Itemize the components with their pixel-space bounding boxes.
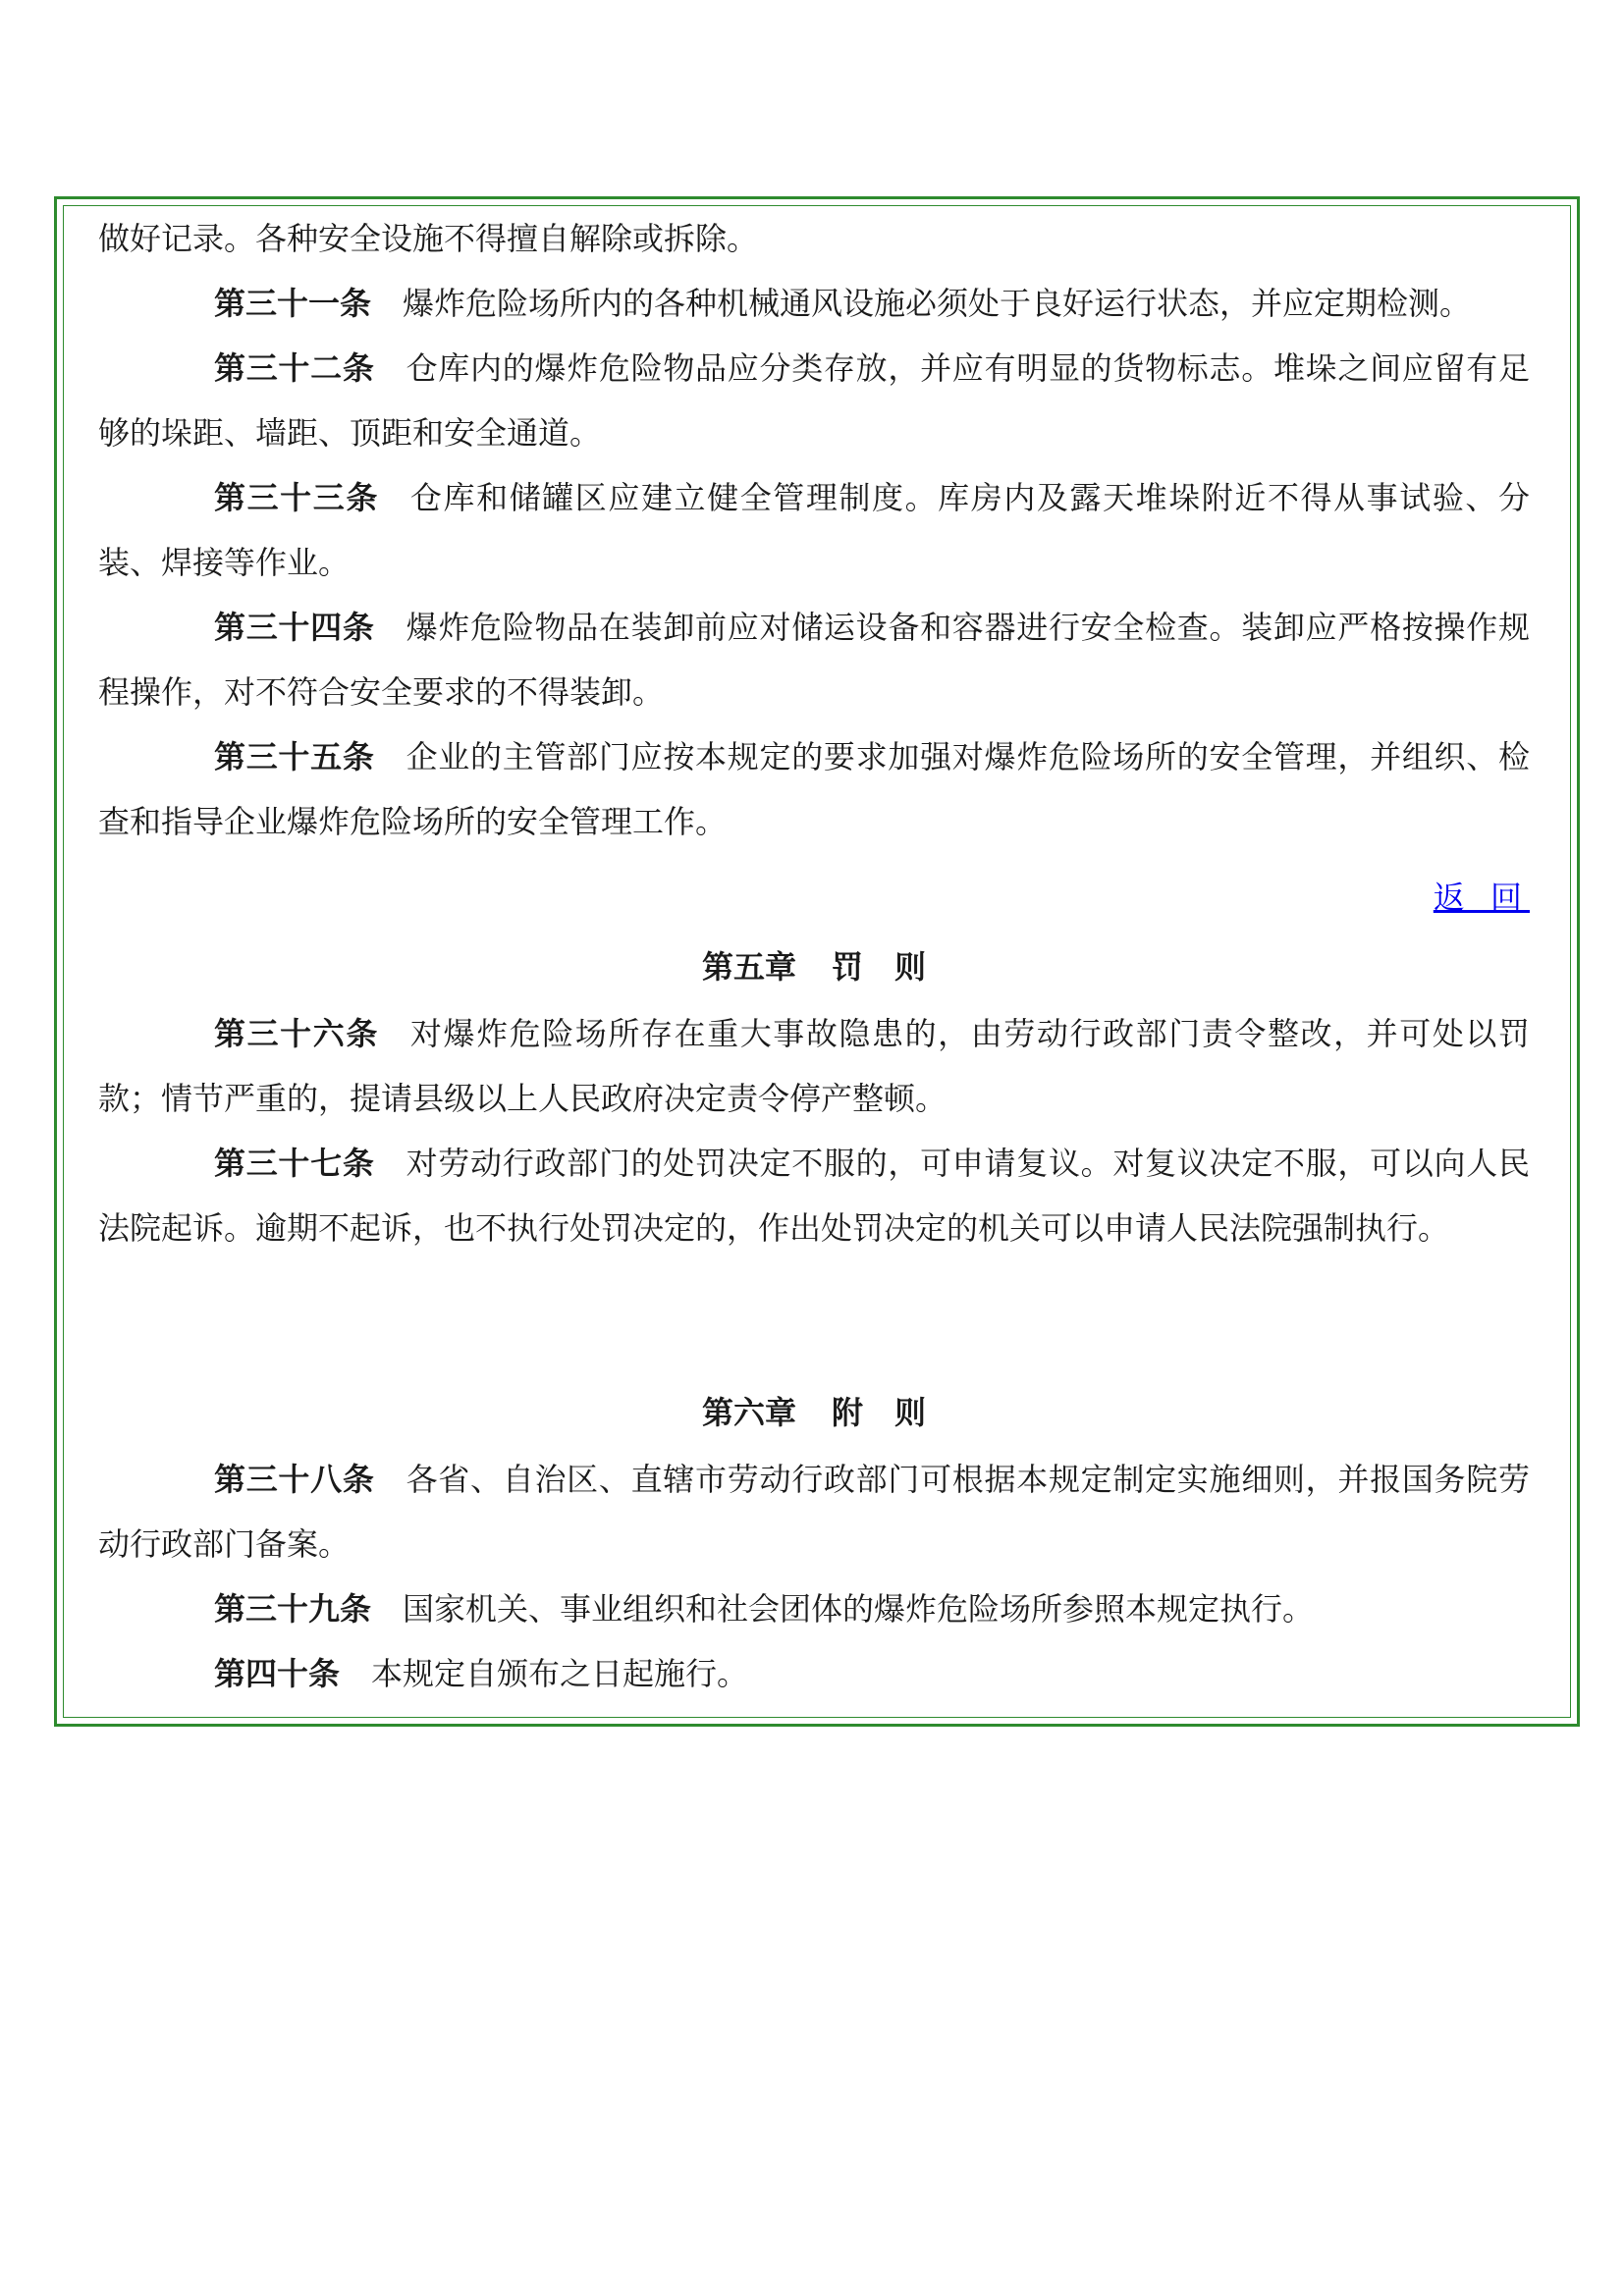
article-35 [98,724,1530,854]
chapter-5-heading [98,933,1530,1001]
article-text: 爆炸危险场所内的各种机械通风设施必须处于良好运行状态，并应定期检测。 [403,285,1472,322]
chapter-number: 第六章 [701,1394,796,1431]
article-34 [98,595,1530,724]
article-text: 仓库内的爆炸危险物品应分类存放，并应有明显的货物标志。堆垛之间应留有足够的垛距、墙距、顶距和安全通道。 [98,349,1530,452]
article-38 [98,1447,1530,1576]
return-link[interactable]: 返 回 [1433,879,1530,916]
article-text: 爆炸危险物品在装卸前应对储运设备和容器进行安全检查。装卸应严格按操作规程操作，对不符合安全要求的不得装卸。 [98,609,1530,711]
article-36 [98,1001,1530,1131]
chapter-title: 附 则 [832,1394,927,1431]
article-text: 对爆炸危险场所存在重大事故隐患的，由劳动行政部门责令整改，并可处以罚款；情节严重的，提请县级以上人民政府决定责令停产整顿。 [98,1015,1530,1117]
article-number: 第三十四条 [214,609,375,646]
article-number: 第三十三条 [214,479,379,516]
article-text: 仓库和储罐区应建立健全管理制度。库房内及露天堆垛附近不得从事试验、分装、焊接等作业。 [98,479,1530,581]
article-number: 第三十九条 [214,1590,372,1628]
article-text: 本规定自颁布之日起施行。 [371,1655,749,1692]
article-text: 对劳动行政部门的处罚决定不服的，可申请复议。对复议决定不服，可以向人民法院起诉。逾期不起诉，也不执行处罚决定的，作出处罚决定的机关可以申请人民法院强制执行。 [98,1145,1530,1247]
article-33 [98,465,1530,595]
chapter-title: 罚 则 [832,948,927,986]
return-row [98,862,1530,933]
article-text: 各省、自治区、直辖市劳动行政部门可根据本规定制定实施细则，并报国务院劳动行政部门备案。 [98,1461,1530,1563]
document-body [98,206,1530,1706]
article-31 [98,271,1530,336]
continuation-paragraph: 做好记录。各种安全设施不得擅自解除或拆除。 [98,220,759,257]
article-40 [98,1641,1530,1706]
spacer [98,1260,1530,1378]
article-number: 第三十六条 [214,1015,379,1052]
article-32 [98,336,1530,465]
chapter-6-heading [98,1378,1530,1447]
article-number: 第三十五条 [214,738,375,775]
article-37 [98,1131,1530,1260]
article-39 [98,1576,1530,1641]
article-number: 第四十条 [214,1655,341,1692]
article-number: 第三十一条 [214,285,372,322]
article-number: 第三十八条 [214,1461,375,1498]
chapter-number: 第五章 [701,948,796,986]
article-number: 第三十二条 [214,349,375,387]
article-text: 企业的主管部门应按本规定的要求加强对爆炸危险场所的安全管理，并组织、检查和指导企业爆炸危险场所的安全管理工作。 [98,738,1530,840]
article-number: 第三十七条 [214,1145,375,1182]
article-text: 国家机关、事业组织和社会团体的爆炸危险场所参照本规定执行。 [403,1590,1315,1628]
